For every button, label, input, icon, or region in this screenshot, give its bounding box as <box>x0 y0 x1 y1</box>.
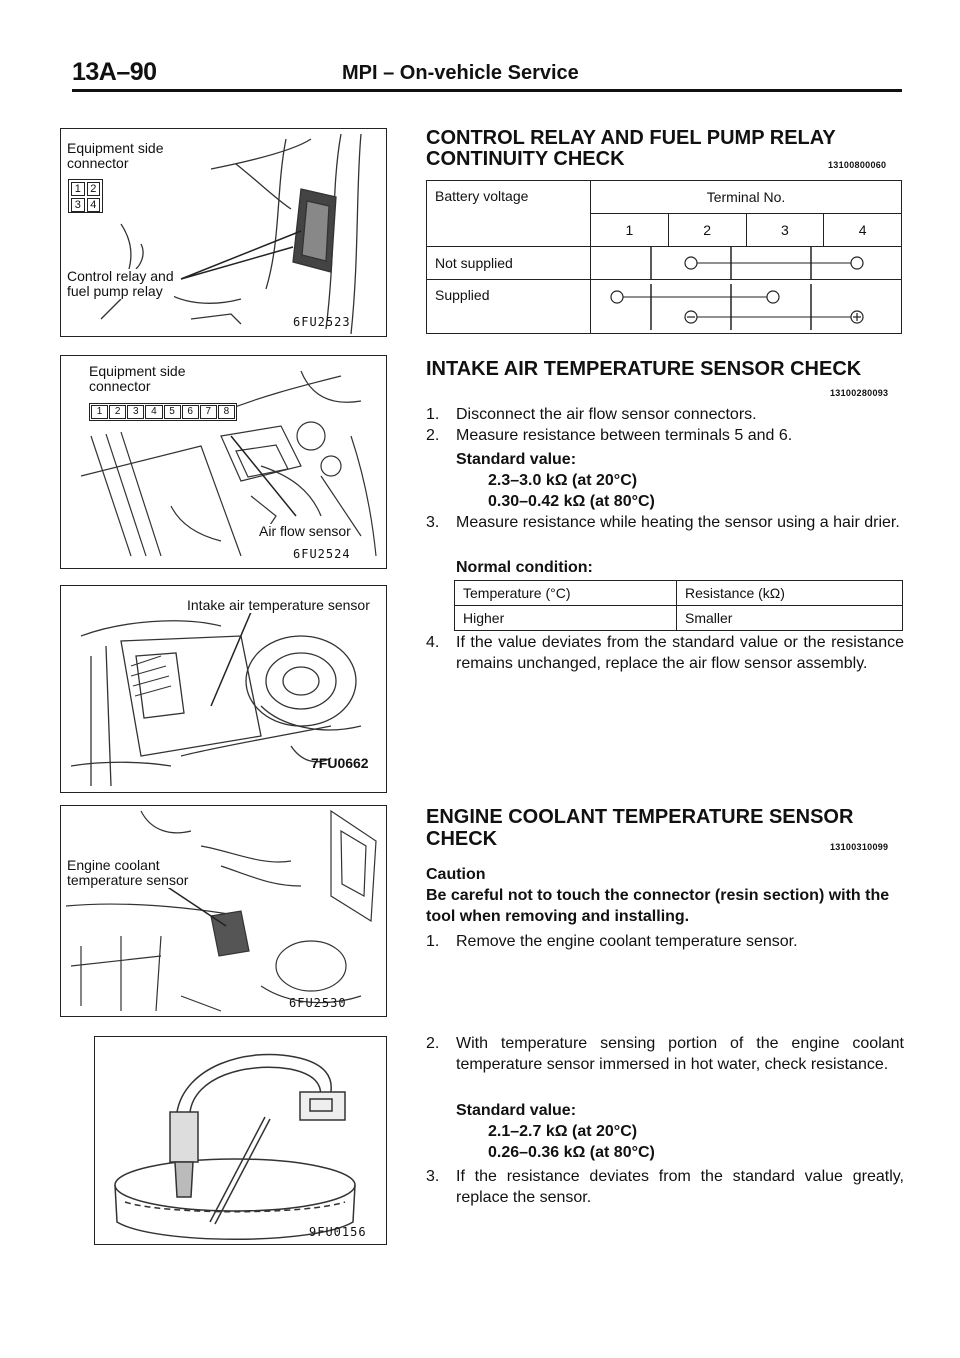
coolant-title-line2: CHECK <box>426 828 498 850</box>
intake-step-3 <box>426 512 904 533</box>
temperature-resistance-table <box>454 580 903 631</box>
label-coolant-sensor: Engine coolant temperature sensor <box>67 857 189 888</box>
pin: 7 <box>200 405 217 419</box>
figure-coolant-sensor <box>60 805 387 1017</box>
step-text: If the resistance deviates from the standard value greatly, replace the sensor. <box>456 1168 904 1206</box>
step-text: Disconnect the air flow sensor connectors. <box>456 406 757 423</box>
terminal-2: 2 <box>668 214 746 247</box>
figure-code: 9FU0156 <box>309 1225 367 1239</box>
pin: 1 <box>91 405 108 419</box>
relay-check-title-line1: CONTROL RELAY AND FUEL PUMP RELAY <box>426 127 836 149</box>
coolant-step-2 <box>426 1033 904 1075</box>
step-number: 3. <box>426 514 440 531</box>
pin: 1 <box>71 182 85 196</box>
pin: 6 <box>182 405 199 419</box>
connector-4pin <box>68 179 103 213</box>
relay-check-title-line2: CONTINUITY CHECK <box>426 148 625 170</box>
figure-hot-water-test <box>94 1036 387 1245</box>
step-number: 3. <box>426 1168 440 1185</box>
resistance-smaller: Smaller <box>677 606 903 631</box>
pin: 3 <box>71 198 85 212</box>
coolant-standard-label: Standard value: <box>456 1102 577 1119</box>
continuity-2-4 <box>591 247 901 279</box>
figure-code: 6FU2523 <box>293 315 351 329</box>
relay-continuity-table <box>426 180 902 334</box>
intake-step-2 <box>426 425 904 446</box>
step-text: With temperature sensing portion of the engine coolant temperature sensor immersed in hot water, check resistance. <box>456 1035 904 1073</box>
pin: 2 <box>87 182 101 196</box>
coolant-step-3 <box>426 1166 904 1208</box>
normal-condition-label: Normal condition: <box>456 559 593 576</box>
terminal-1: 1 <box>591 214 669 247</box>
label-equipment-connector: Equipment side connector <box>89 363 186 394</box>
coolant-step-1 <box>426 931 904 952</box>
intake-standard-value-80c: 0.30–0.42 kΩ (at 80°C) <box>488 493 655 510</box>
temperature-header: Temperature (°C) <box>455 581 677 606</box>
step-number: 2. <box>426 1035 440 1052</box>
terminal-4: 4 <box>824 214 902 247</box>
pin: 5 <box>164 405 181 419</box>
relay-check-code: 13100800060 <box>828 160 887 170</box>
step-number: 2. <box>426 427 440 444</box>
hot-water-illustration <box>95 1037 386 1244</box>
battery-voltage-header: Battery voltage <box>427 181 591 247</box>
terminal-3: 3 <box>746 214 824 247</box>
coolant-sensor-illustration <box>61 806 386 1016</box>
step-number: 4. <box>426 634 440 651</box>
terminal-no-header: Terminal No. <box>591 181 902 214</box>
temperature-higher: Higher <box>455 606 677 631</box>
pin: 8 <box>218 405 235 419</box>
header-rule <box>72 89 902 92</box>
page-title: MPI – On-vehicle Service <box>342 62 579 84</box>
step-text: Measure resistance between terminals 5 and 6. <box>456 427 793 444</box>
step-number: 1. <box>426 406 440 423</box>
intake-air-title: INTAKE AIR TEMPERATURE SENSOR CHECK <box>426 358 862 380</box>
figure-code: 6FU2524 <box>293 547 351 561</box>
intake-standard-label: Standard value: <box>456 451 577 468</box>
coolant-standard-value-80c: 0.26–0.36 kΩ (at 80°C) <box>488 1144 655 1161</box>
intake-standard-value-20c: 2.3–3.0 kΩ (at 20°C) <box>488 472 638 489</box>
pin: 3 <box>127 405 144 419</box>
coolant-standard-value-20c: 2.1–2.7 kΩ (at 20°C) <box>488 1123 638 1140</box>
step-number: 1. <box>426 933 440 950</box>
continuity-1-3-and-2-4 <box>591 284 901 330</box>
not-supplied-continuity <box>591 247 902 280</box>
step-text: Remove the engine coolant temperature sensor. <box>456 933 798 950</box>
step-text: Measure resistance while heating the sensor using a hair drier. <box>456 514 900 531</box>
row-supplied: Supplied <box>427 280 591 334</box>
figure-air-flow-connector <box>60 355 387 569</box>
figure-code: 7FU0662 <box>311 755 369 771</box>
label-intake-air-sensor: Intake air temperature sensor <box>187 597 370 613</box>
coolant-title-line1: ENGINE COOLANT TEMPERATURE SENSOR <box>426 806 854 828</box>
intake-step-1 <box>426 404 904 425</box>
pin: 2 <box>109 405 126 419</box>
label-air-flow-sensor: Air flow sensor <box>259 523 351 539</box>
intake-step-4 <box>426 632 904 674</box>
resistance-header: Resistance (kΩ) <box>677 581 903 606</box>
figure-relay <box>60 128 387 337</box>
step-text: If the value deviates from the standard value or the resistance remains unchanged, replace the air flow sensor assembly. <box>456 634 904 672</box>
label-relay: Control relay and fuel pump relay <box>67 268 174 299</box>
figure-code: 6FU2530 <box>289 996 347 1010</box>
supplied-continuity <box>591 280 902 334</box>
page-number: 13A–90 <box>72 58 157 86</box>
figure-intake-air-sensor <box>60 585 387 793</box>
pin: 4 <box>145 405 162 419</box>
connector-8pin <box>89 403 237 421</box>
pin: 4 <box>87 198 101 212</box>
label-equipment-connector: Equipment side connector <box>67 140 164 171</box>
intake-air-code: 13100280093 <box>830 388 889 398</box>
caution-label: Caution <box>426 866 486 883</box>
row-not-supplied: Not supplied <box>427 247 591 280</box>
caution-text: Be careful not to touch the connector (resin section) with the tool when removing and installing. <box>426 887 890 925</box>
coolant-code: 13100310099 <box>830 842 889 852</box>
